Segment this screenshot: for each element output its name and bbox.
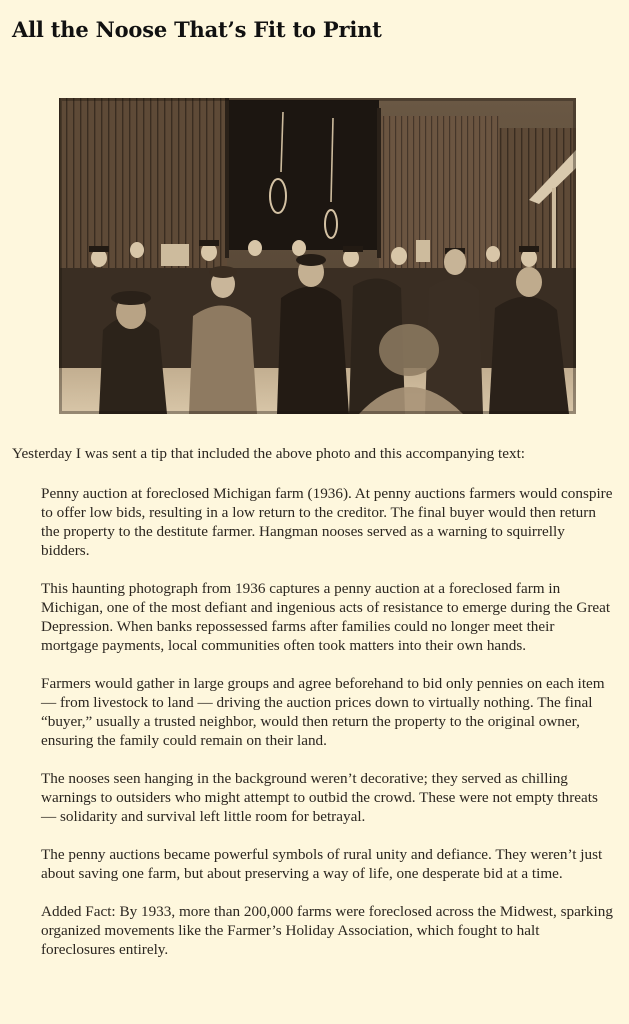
quote-paragraph: Farmers would gather in large groups and agree beforehand to bid only pennies on each item — from livestock to land — driving the auction prices down to virtually nothing. The final “buyer,” usually a trusted neighbor, would then return the property to the original owner, ensuring the family could remain on their land.	[41, 675, 605, 749]
intro-text: Yesterday I was sent a tip that included the above photo and this accompanying text:	[12, 445, 526, 462]
quote-paragraph: The nooses seen hanging in the background weren’t decorative; they served as chilling warnings to outsiders who might attempt to outbid the crowd. These were not empty threats — solidarity and survival left little room for betrayal.	[41, 770, 598, 825]
quote-paragraph: Penny auction at foreclosed Michigan farm (1936). At penny auctions farmers would conspire to offer low bids, resulting in a low return to the creditor. The final buyer would then return the property to the destitute farmer. Hangman nooses served as a warning to squirrelly bidders.	[41, 485, 613, 559]
article-photo	[59, 98, 576, 414]
quote-paragraph: This haunting photograph from 1936 captures a penny auction at a foreclosed farm in Michigan, one of the most defiant and ingenious acts of resistance to emerge during the Great Depression. When banks repossessed farms after families could no longer meet their mortgage payments, local communities often took matters into their own hands.	[41, 580, 611, 654]
page-title: All the Noose That’s Fit to Print	[12, 17, 382, 42]
quote-paragraph: The penny auctions became powerful symbols of rural unity and defiance. They weren’t just about saving one farm, but about preserving a way of life, one desperate bid at a time.	[41, 846, 603, 882]
quote-paragraph: Added Fact: By 1933, more than 200,000 farms were foreclosed across the Midwest, sparking organized movements like the Farmer’s Holiday Association, which fought to halt foreclosures entirely.	[41, 903, 613, 958]
blockquote	[41, 484, 613, 978]
